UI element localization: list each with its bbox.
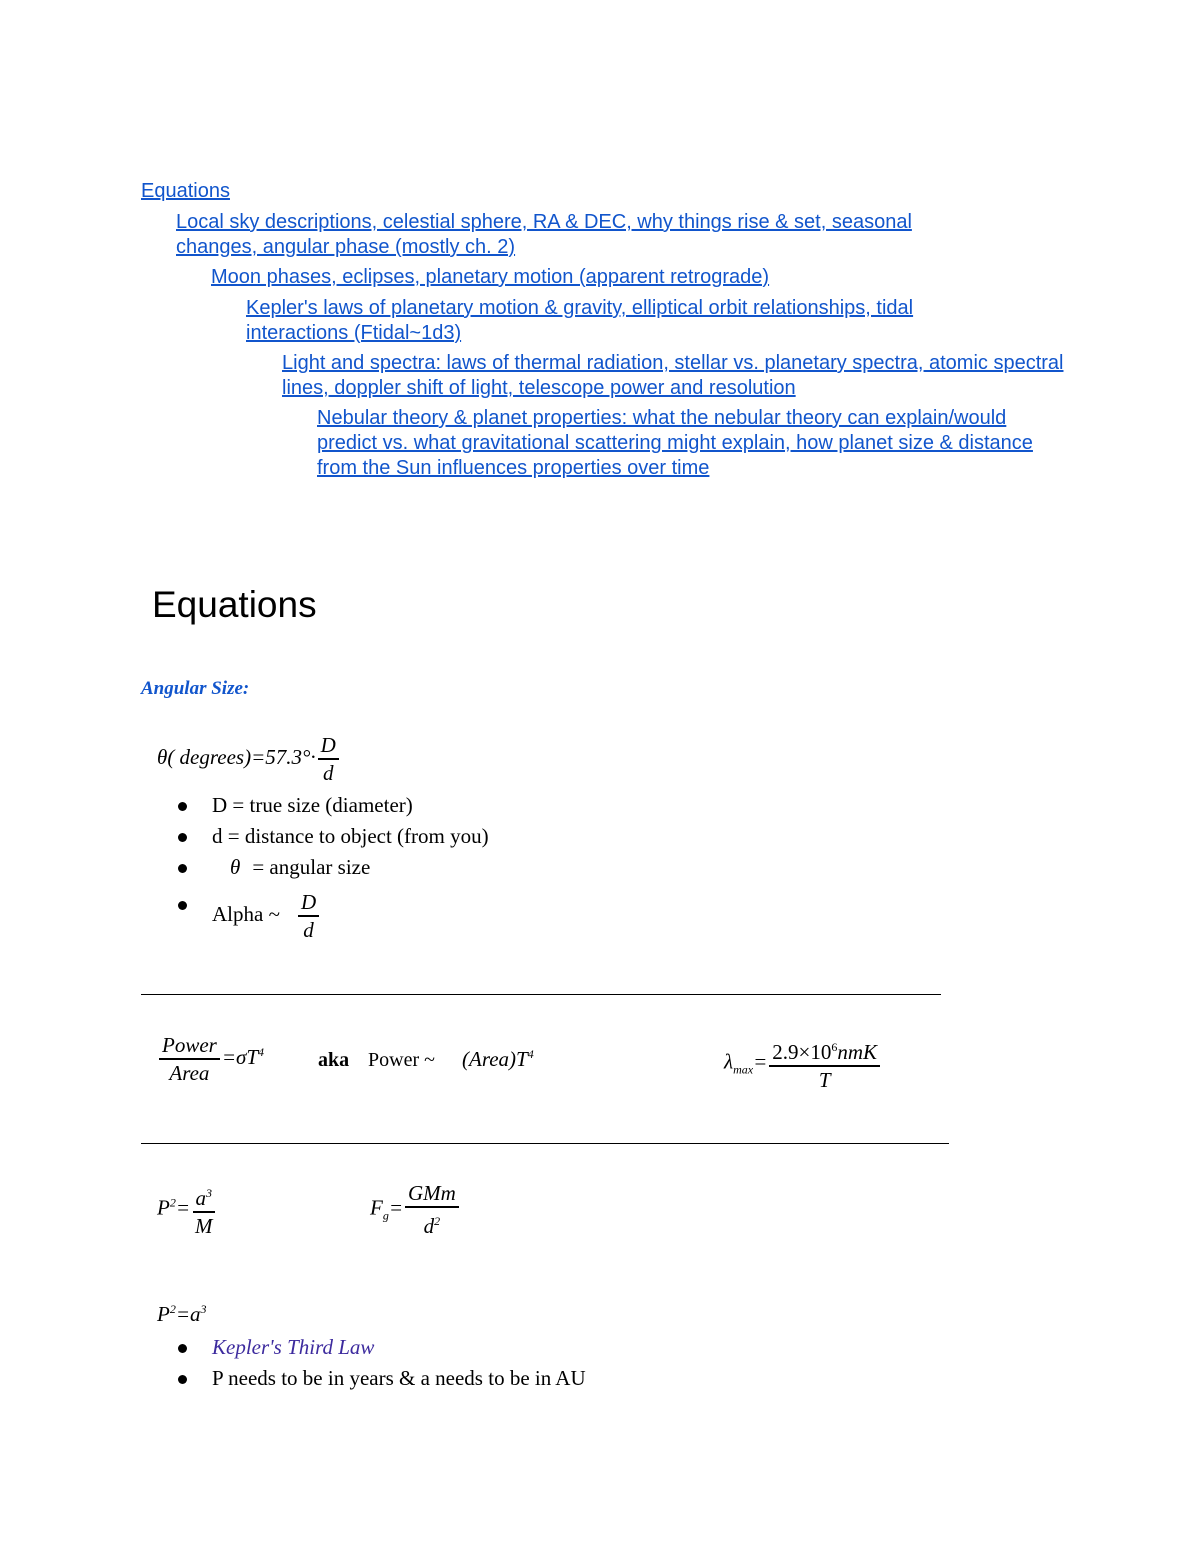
simple-lhs-exponent: 2: [169, 1302, 176, 1316]
p-exponent: 2: [169, 1195, 176, 1210]
kepler-simple-equation: [157, 1302, 207, 1327]
wien-num-units: nmK: [837, 1040, 878, 1064]
wien-fraction: [769, 1034, 880, 1093]
page-heading: Equations: [152, 584, 317, 625]
wien-denominator: T: [818, 1068, 831, 1092]
angular-denominator: d: [322, 761, 334, 785]
toc-link-keplers-laws[interactable]: Kepler's laws of planetary motion & gravity, elliptical orbit relationships, tidal interactions (Ftidal~1d3): [246, 297, 914, 344]
bullet-keplers-third-law: Kepler's Third Law: [178, 1332, 878, 1363]
bullet-alpha: [178, 889, 778, 943]
gravity-den-d: d: [423, 1214, 435, 1238]
divider-1: [141, 994, 941, 995]
toc-link-moon-phases[interactable]: Moon phases, eclipses, planetary motion (apparent retrograde): [211, 266, 770, 288]
simple-rhs-exponent: 3: [200, 1302, 207, 1316]
wien-law-equation: [724, 1034, 882, 1093]
sigma-t: =σT: [221, 1044, 259, 1069]
kepler-denominator: M: [195, 1214, 213, 1238]
divider-2: [141, 1143, 949, 1144]
theta-symbol: θ: [230, 855, 241, 879]
stefan-boltzmann-equation: [157, 1032, 264, 1086]
simple-rhs: =a: [175, 1302, 201, 1326]
kepler-fraction: [192, 1180, 216, 1239]
area-t-exponent: 4: [527, 1047, 534, 1061]
power-numerator: Power: [159, 1032, 220, 1060]
alpha-numerator: D: [298, 889, 319, 917]
bullet-distance: d = distance to object (from you): [178, 821, 778, 852]
kepler-numerator: [193, 1180, 216, 1213]
gravity-fraction: [405, 1180, 459, 1239]
bullet-true-size: D = true size (diameter): [178, 790, 778, 821]
toc-link-light-spectra[interactable]: Light and spectra: laws of thermal radiation, stellar vs. planetary spectra, atomic spectral lines, doppler shift of light, telescope power and resolution: [282, 352, 1064, 399]
aka-label: aka: [318, 1049, 350, 1071]
simple-lhs: P: [157, 1302, 170, 1326]
wien-numerator: [769, 1034, 880, 1067]
gravity-denominator: [421, 1208, 444, 1239]
theta-text: = angular size: [252, 855, 371, 879]
gravity-numerator: GMm: [405, 1180, 459, 1208]
gravity-equation: [370, 1180, 461, 1239]
angular-fraction: [318, 732, 339, 786]
angular-eq-left: θ( degrees)=57.3°·: [157, 744, 316, 769]
alpha-denominator: d: [303, 918, 314, 942]
f-lhs: F: [370, 1195, 383, 1220]
f-equals: =: [388, 1195, 403, 1220]
wien-num-a: 2.9×10: [772, 1040, 832, 1064]
angular-size-equation: [157, 732, 341, 786]
kepler-mass-equation: [157, 1180, 218, 1239]
wien-equals: =: [753, 1049, 768, 1074]
bullet-theta: [178, 852, 778, 883]
power-approx-label: Power ~: [368, 1049, 435, 1071]
area-denominator: Area: [169, 1061, 210, 1085]
area-t-text: (Area)T: [462, 1047, 528, 1071]
p-equals: =: [175, 1195, 190, 1220]
kepler-num-exponent: 3: [206, 1186, 212, 1200]
area-t-term: [462, 1047, 534, 1072]
wien-num-exponent: 6: [831, 1040, 838, 1054]
lambda-subscript: max: [733, 1062, 754, 1077]
f-subscript: g: [382, 1208, 389, 1223]
angular-numerator: D: [318, 732, 339, 760]
bullet-units: P needs to be in years & a needs to be in AU: [178, 1363, 878, 1394]
p-lhs: P: [157, 1195, 170, 1220]
angular-size-title: Angular Size:: [141, 678, 250, 699]
toc-link-equations[interactable]: Equations: [141, 180, 230, 202]
kepler-bullets: [178, 1332, 878, 1394]
sigma-t-exponent: 4: [258, 1044, 265, 1059]
toc-link-local-sky[interactable]: Local sky descriptions, celestial sphere, RA & DEC, why things rise & set, seasonal changes, angular phase (mostly ch. 2): [176, 211, 912, 258]
power-area-fraction: [159, 1032, 220, 1086]
gravity-den-exponent: 2: [434, 1214, 441, 1228]
kepler-num-a: a: [195, 1186, 206, 1210]
lambda-symbol: λ: [724, 1049, 734, 1074]
alpha-text: Alpha ~: [212, 901, 280, 926]
alpha-fraction: [298, 889, 319, 943]
angular-bullets: [178, 790, 778, 943]
toc-link-nebular-theory[interactable]: Nebular theory & planet properties: what the nebular theory can explain/would predict vs. what gravitational scattering might explain, how planet size & distance from the Sun influences properties over time: [317, 407, 1033, 479]
